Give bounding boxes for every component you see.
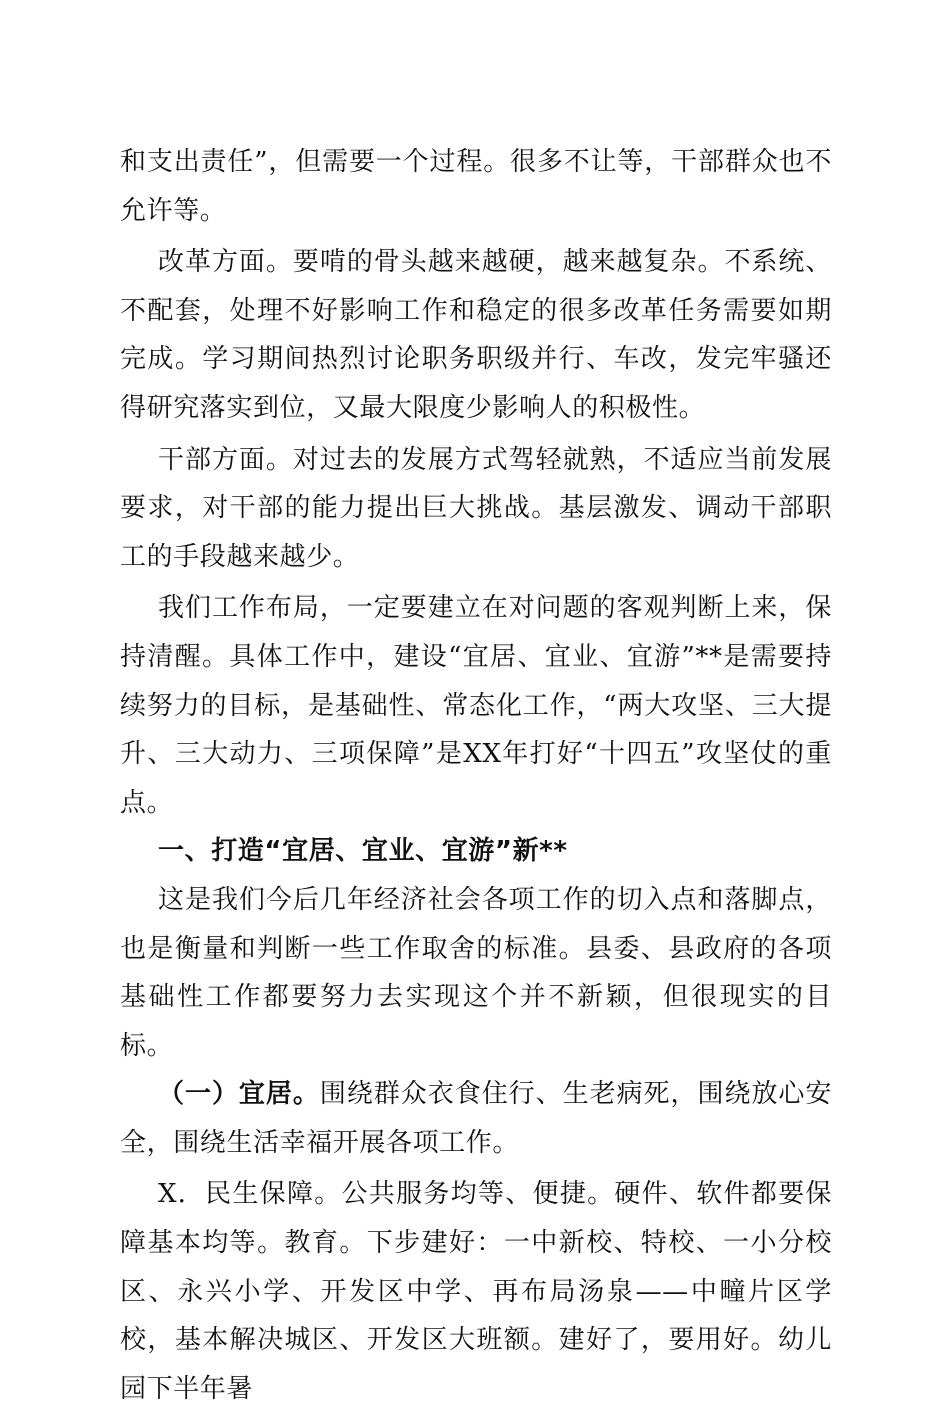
paragraph-6-text: 围绕群众衣食住行、生老病死，围绕放心安全，围绕生活幸福开展各项工作。 [120, 1079, 832, 1158]
section-heading-1: 一、打造“宜居、宜业、宜游”新** [158, 836, 568, 867]
paragraph-3: 干部方面。对过去的发展方式驾轻就熟，不适应当前发展要求，对干部的能力提出巨大挑战。基层激发、调动干部职工的手段越来越少。 [120, 444, 832, 572]
paragraph-5: 这是我们今后几年经济社会各项工作的切入点和落脚点，也是衡量和判断一些工作取舍的标准。县委、县政府的各项基础性工作都要努力去实现这个并不新颖，但很现实的目标。 [120, 884, 832, 1061]
document-body [120, 138, 832, 1413]
subsection-title: （一）宜居。 [158, 1079, 320, 1110]
paragraph-1: 和支出责任”，但需要一个过程。很多不让等，干部群众也不允许等。 [120, 147, 832, 226]
paragraph-7: X．民生保障。公共服务均等、便捷。硬件、软件都要保障基本均等。教育。下步建好：一中新校、特校、一小分校区、永兴小学、开发区中学、再布局汤泉——中疃片区学校，基本解决城区、开发区大班额。建好了，要用好。幼儿园下半年暑 [120, 1179, 832, 1404]
paragraph-2: 改革方面。要啃的骨头越来越硬，越来越复杂。不系统、不配套，处理不好影响工作和稳定的很多改革任务需要如期完成。学习期间热烈讨论职务职级并行、车改，发完牢骚还得研究落实到位，又最大限度少影响人的积极性。 [120, 247, 832, 423]
paragraph-6 [120, 1070, 832, 1167]
paragraph-4: 我们工作布局，一定要建立在对问题的客观判断上来，保持清醒。具体工作中，建设“宜居、宜业、宜游”**是需要持续努力的目标，是基础性、常态化工作，“两大攻坚、三大提升、三大动力、三项保障”是XX年打好“十四五”攻坚仗的重点。 [120, 593, 832, 818]
